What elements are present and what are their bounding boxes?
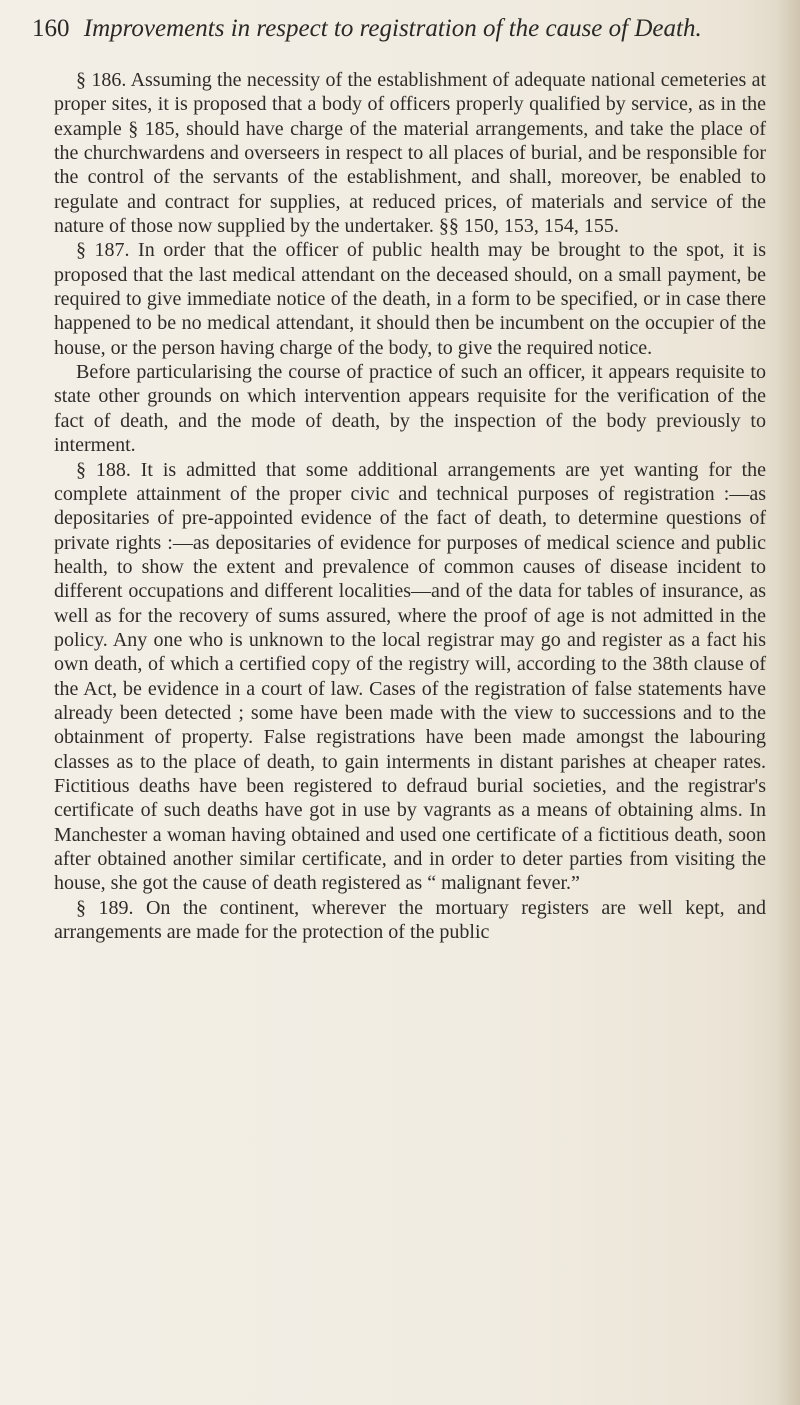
paragraph-187-continued: Before particularising the course of practice of such an officer, it appears requisite to state other grounds on which intervention appears requisite for the verification of the fact of death, and the mode of death, by the inspection of the body previously to interment. [54,361,766,457]
body-text [54,68,766,944]
page-edge-shadow [778,0,800,1405]
paragraph-189: § 189. On the continent, wherever the mortuary registers are well kept, and arrangements are made for the protection of the public [54,896,766,944]
paragraph-186: § 186. Assuming the necessity of the establishment of adequate national cemeteries at proper sites, it is proposed that a body of officers properly qualified by service, as in the example § 185, should have charge of the material arrangements, and take the place of the churchwardens and overseers in respect to all places of burial, and be responsible for the control of the servants of the establishment, and shall, moreover, be enabled to regulate and contract for supplies, at reduced prices, of materials and service of the nature of those now supplied by the undertaker. §§ 150, 153, 154, 155. [54,69,766,238]
running-title: Improvements in respect to registration of the cause of Death. [83,15,702,42]
paragraph-188: § 188. It is admitted that some additional arrangements are yet wanting for the complete attainment of the proper civic and technical purposes of registration :—as depositaries of pre-appointed evidence of the fact of death, to determine questions of private rights :—as depositaries of evidence for purposes of medical science and public health, to show the extent and prevalence of common causes of disease incident to different occupations and different localities—and of the data for tables of insurance, as well as for the recovery of sums assured, where the proof of age is not admitted in the policy. Any one who is unknown to the local registrar may go and register as a fact his own death, of which a certified copy of the registry will, according to the 38th clause of the Act, be evidence in a court of law. Cases of the registration of false statements have already been detected ; some have been made with the view to successions and to the obtainment of property. False registrations have been made amongst the labouring classes as to the place of death, to gain interments in distant parishes at cheaper rates. Fictitious deaths have been registered to defraud burial societies, and the registrar's certificate of such deaths have got in use by vagrants as a means of obtaining alms. In Manchester a woman having obtained and used one certificate of a fictitious death, soon after obtained another similar certificate, and in order to deter parties from visiting the house, she got the cause of death registered as “ malignant fever.” [54,458,766,895]
page-number: 160 [32,15,70,42]
running-head [32,14,762,44]
paragraph-187: § 187. In order that the officer of public health may be brought to the spot, it is proposed that the last medical attendant on the deceased should, on a small payment, be required to give immediate notice of the death, in a form to be specified, or in case there happened to be no medical attendant, it should then be incumbent on the occupier of the house, or the person having charge of the body, to give the required notice. [54,239,766,359]
